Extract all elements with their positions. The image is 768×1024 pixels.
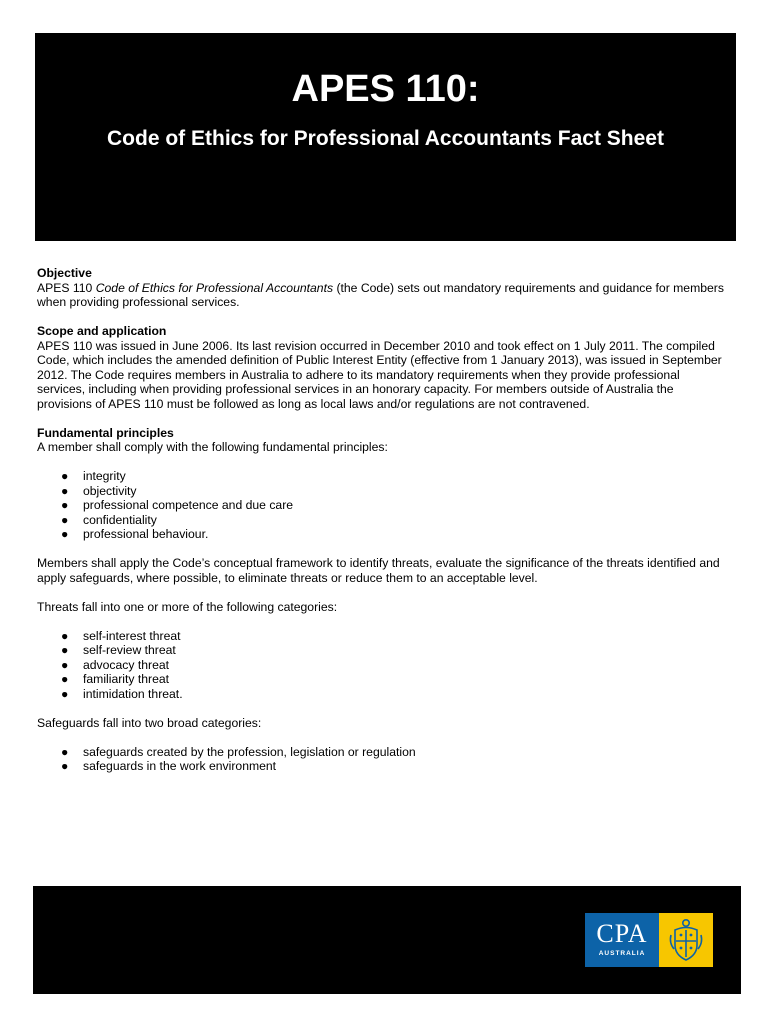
list-item-text: confidentiality <box>83 512 157 527</box>
objective-heading: Objective <box>37 266 92 280</box>
bullet-icon: ● <box>61 744 69 759</box>
bullet-icon: ● <box>61 686 69 701</box>
bullet-icon: ● <box>61 759 69 773</box>
bullet-icon: ● <box>61 628 69 643</box>
list-item <box>37 629 727 644</box>
logo-letters: CPA <box>596 919 648 948</box>
list-item-text: objectivity <box>83 483 137 498</box>
list-item <box>37 658 727 673</box>
principles-intro: A member shall comply with the following fundamental principles: <box>37 440 388 454</box>
list-item-text: advocacy threat <box>83 657 170 672</box>
principles-list <box>37 469 727 542</box>
safeguards-intro: Safeguards fall into two broad categories: <box>37 715 262 730</box>
document-subtitle: Code of Ethics for Professional Accountants Fact Sheet <box>107 127 664 150</box>
cpa-australia-logo <box>585 913 713 967</box>
objective-text-suffix: (the Code) sets out mandatory requirements and guidance for members when providing professional services. <box>37 280 724 309</box>
list-item <box>37 672 727 687</box>
scope-heading: Scope and application <box>37 324 167 338</box>
objective-text-prefix: APES 110 <box>37 280 96 295</box>
objective-text <box>37 281 727 310</box>
list-item <box>37 745 727 760</box>
list-item <box>37 513 727 528</box>
list-item-text: self-review threat <box>83 643 176 657</box>
list-item-text: intimidation threat. <box>83 686 183 701</box>
list-item <box>37 498 727 513</box>
safeguards-list <box>37 745 727 774</box>
threats-section <box>37 600 727 702</box>
objective-section <box>37 266 727 310</box>
list-item <box>37 759 727 774</box>
document-body <box>37 266 727 788</box>
header-banner <box>35 33 736 241</box>
bullet-icon: ● <box>61 672 69 686</box>
list-item <box>37 643 727 658</box>
principles-section <box>37 426 727 542</box>
crest-icon <box>667 917 705 963</box>
bullet-icon: ● <box>61 498 69 512</box>
list-item-text: safeguards in the work environment <box>83 759 277 773</box>
list-item <box>37 527 727 542</box>
document-title: APES 110: <box>291 68 480 110</box>
list-item-text: professional competence and due care <box>83 498 294 512</box>
scope-section <box>37 324 727 411</box>
framework-text: Members shall apply the Code’s conceptual framework to identify threats, evaluate the significance of the threats identified and apply safeguards, where possible, to eliminate threats or reduce them to an acceptable level. <box>37 556 720 585</box>
bullet-icon: ● <box>61 512 69 527</box>
list-item <box>37 469 727 484</box>
threats-list <box>37 629 727 702</box>
list-item <box>37 687 727 702</box>
crest-panel <box>659 913 713 967</box>
safeguards-section <box>37 716 727 774</box>
code-title-italic: Code of Ethics for Professional Accountants <box>95 280 334 295</box>
list-item-text: professional behaviour. <box>83 527 209 541</box>
bullet-icon: ● <box>61 483 69 498</box>
bullet-icon: ● <box>61 643 69 657</box>
logo-wordmark <box>585 913 659 967</box>
threats-intro: Threats fall into one or more of the following categories: <box>37 599 338 614</box>
principles-heading: Fundamental principles <box>37 425 174 440</box>
bullet-icon: ● <box>61 469 69 483</box>
bullet-icon: ● <box>61 527 69 541</box>
list-item-text: integrity <box>83 469 126 483</box>
list-item-text: self-interest threat <box>83 628 181 643</box>
list-item <box>37 484 727 499</box>
footer-banner <box>33 886 741 994</box>
logo-country: AUSTRALIA <box>598 950 646 957</box>
list-item-text: safeguards created by the profession, legislation or regulation <box>83 744 416 759</box>
scope-text: APES 110 was issued in June 2006. Its last revision occurred in December 2010 and took effect on 1 July 2011. The compiled Code, which includes the amended definition of Public Interest Entity (effective from 1 January 2013), was issued in September 2012. The Code requires members in Australia to adhere to its mandatory requirements when they provide professional services, including when providing professional services in an honorary capacity. For members outside of Australia the provisions of APES 110 must be followed as long as local laws and/or regulations are not contravened. <box>37 338 722 411</box>
list-item-text: familiarity threat <box>83 672 170 686</box>
bullet-icon: ● <box>61 657 69 672</box>
